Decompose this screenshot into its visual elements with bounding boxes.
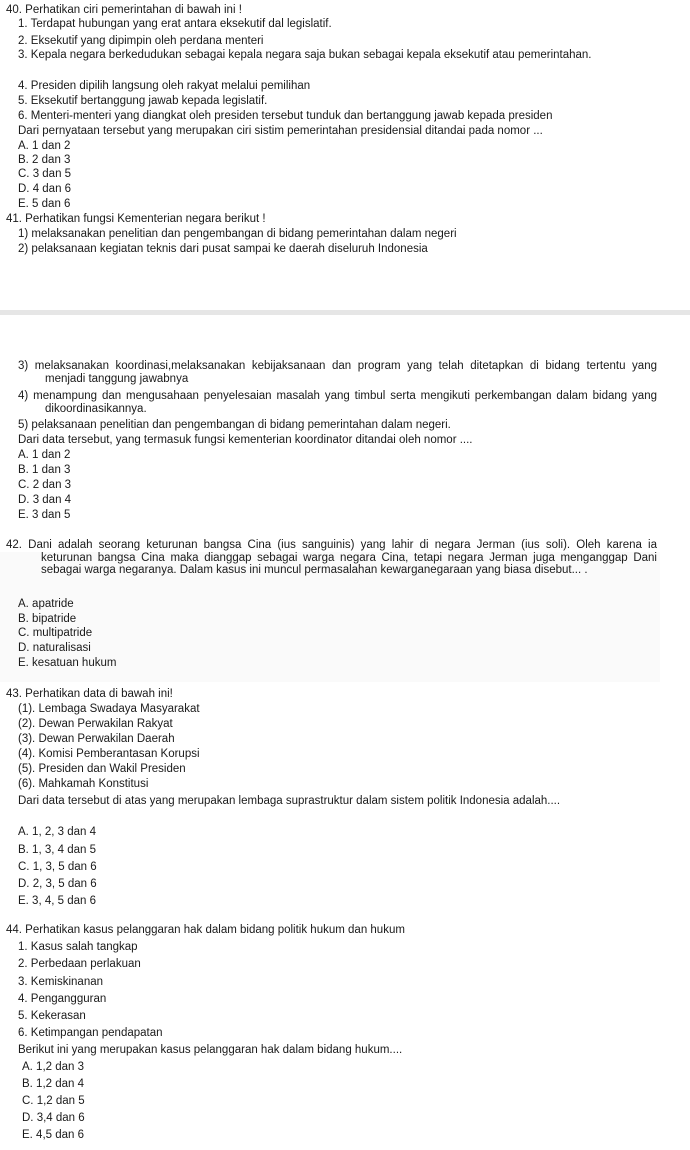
- answer-option: E. 3, 4, 5 dan 6: [18, 895, 97, 907]
- question-text: Dari data tersebut, yang termasuk fungsi kementerian koordinator ditandai oleh nomor ....: [18, 434, 473, 446]
- question-stem: 42. Dani adalah seorang keturunan bangsa Cina (ius sanguinis) yang lahir di negara Jerman (ius soli). Oleh karena ia keturunan bangsa Cina maka dianggap sebagai warga negara Cina, tetapi negara Jerman juga menganggap Dani sebagai warga negaranya. Dalam kasus ini muncul permasalahan kewarganegaraan yang biasa disebut... .: [6, 539, 657, 576]
- list-item: 2. Eksekutif yang dipimpin oleh perdana menteri: [18, 35, 264, 47]
- answer-option: C. 1, 3, 5 dan 6: [18, 861, 97, 873]
- list-item: (3). Dewan Perwakilan Daerah: [18, 733, 175, 745]
- answer-option: C. 2 dan 3: [18, 479, 72, 491]
- answer-option: B. 1 dan 3: [18, 464, 71, 476]
- question-stem: 43. Perhatikan data di bawah ini!: [6, 688, 173, 700]
- answer-option: A. 1,2 dan 3: [22, 1061, 85, 1073]
- list-item: 3. Kepala negara berkedudukan sebagai kepala negara saja bukan sebagai kepala eksekutif atau pemerintahan.: [18, 49, 592, 61]
- list-item: 1) melaksanakan penelitian dan pengembangan di bidang pemerintahan dalam negeri: [18, 228, 457, 240]
- answer-option: A. apatride: [18, 598, 74, 610]
- answer-option: E. kesatuan hukum: [18, 657, 117, 669]
- list-item: 5) pelaksanaan penelitian dan pengembangan di bidang pemerintahan dalam negeri.: [18, 419, 451, 431]
- answer-option: B. 1, 3, 4 dan 5: [18, 844, 97, 856]
- answer-option: B. bipatride: [18, 613, 77, 625]
- answer-option: D. 3,4 dan 6: [22, 1112, 85, 1124]
- answer-option: E. 3 dan 5: [18, 509, 71, 521]
- question-text: Berikut ini yang merupakan kasus pelanggaran hak dalam bidang hukum....: [18, 1044, 403, 1056]
- list-item: 5. Eksekutif bertanggung jawab kepada legislatif.: [18, 95, 268, 107]
- list-item: (5). Presiden dan Wakil Presiden: [18, 763, 186, 775]
- answer-option: A. 1 dan 2: [18, 449, 71, 461]
- list-item: 5. Kekerasan: [18, 1010, 86, 1022]
- question-text: Dari pernyataan tersebut yang merupakan ciri sistim pemerintahan presidensial ditandai pada nomor ...: [18, 125, 543, 137]
- list-item: 4) menampung dan mengusahaan penyelesaian masalah yang timbul serta mengikuti perkembangan dalam bidang yang dikoordinasikannya.: [18, 390, 657, 415]
- answer-option: E. 4,5 dan 6: [22, 1129, 85, 1141]
- list-item: 6. Ketimpangan pendapatan: [18, 1027, 163, 1039]
- answer-option: D. 2, 3, 5 dan 6: [18, 878, 97, 890]
- list-item: 1. Kasus salah tangkap: [18, 941, 138, 953]
- list-item: 1. Terdapat hubungan yang erat antara eksekutif dal legislatif.: [18, 18, 332, 30]
- answer-option: A. 1 dan 2: [18, 140, 71, 152]
- list-item: 2) pelaksanaan kegiatan teknis dari pusat sampai ke daerah diseluruh Indonesia: [18, 243, 428, 255]
- answer-option: D. naturalisasi: [18, 642, 91, 654]
- list-item: 4. Presiden dipilih langsung oleh rakyat melalui pemilihan: [18, 80, 311, 92]
- list-item: (2). Dewan Perwakilan Rakyat: [18, 718, 173, 730]
- list-item: (6). Mahkamah Konstitusi: [18, 778, 149, 790]
- answer-option: C. 3 dan 5: [18, 168, 72, 180]
- question-stem: 44. Perhatikan kasus pelanggaran hak dalam bidang politik hukum dan hukum: [6, 924, 405, 936]
- answer-option: C. 1,2 dan 5: [22, 1095, 85, 1107]
- list-item: 6. Menteri-menteri yang diangkat oleh presiden tersebut tunduk dan bertanggung jawab kepada presiden: [18, 110, 553, 122]
- answer-option: B. 2 dan 3: [18, 154, 71, 166]
- answer-option: D. 4 dan 6: [18, 183, 72, 195]
- list-item: 2. Perbedaan perlakuan: [18, 958, 141, 970]
- list-item: (4). Komisi Pemberantasan Korupsi: [18, 748, 200, 760]
- answer-option: D. 3 dan 4: [18, 494, 72, 506]
- question-stem: 41. Perhatikan fungsi Kementerian negara berikut !: [6, 213, 266, 225]
- answer-option: C. multipatride: [18, 627, 93, 639]
- list-item: (1). Lembaga Swadaya Masyarakat: [18, 703, 200, 715]
- list-item: 3) melaksanakan koordinasi,melaksanakan kebijaksanaan dan program yang telah ditetapkan di bidang tertentu yang menjadi tanggung jawabnya: [18, 360, 657, 385]
- question-text: Dari data tersebut di atas yang merupakan lembaga suprastruktur dalam sistem politik Indonesia adalah....: [18, 795, 561, 807]
- list-item: 4. Pengangguran: [18, 993, 107, 1005]
- answer-option: A. 1, 2, 3 dan 4: [18, 826, 97, 838]
- page-divider: [0, 310, 690, 315]
- answer-option: B. 1,2 dan 4: [22, 1078, 85, 1090]
- question-stem: 40. Perhatikan ciri pemerintahan di bawah ini !: [6, 4, 242, 16]
- list-item: 3. Kemiskinanan: [18, 976, 104, 988]
- answer-option: E. 5 dan 6: [18, 198, 71, 210]
